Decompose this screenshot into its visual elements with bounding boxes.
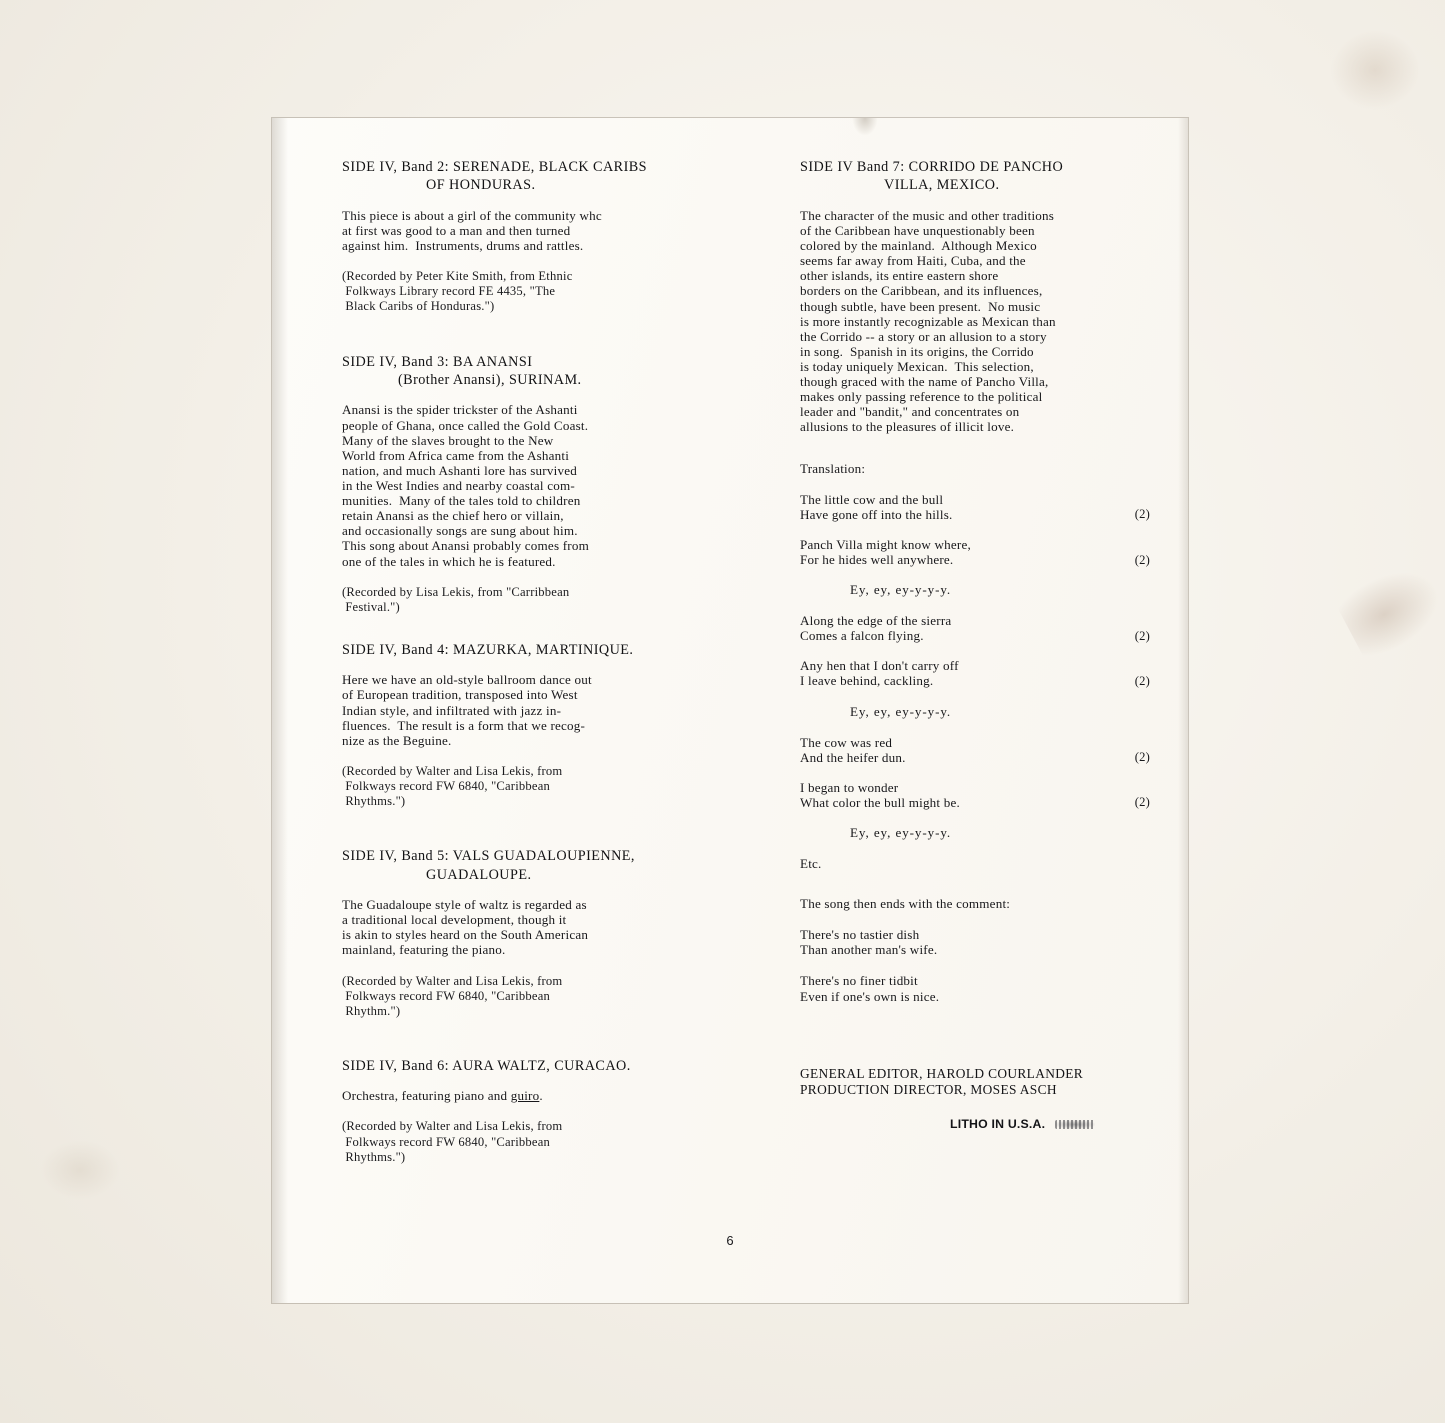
liner-notes-page [272, 118, 1188, 1303]
verse-lines: Etc. [800, 855, 822, 871]
section-body [342, 897, 672, 957]
left-column [342, 158, 672, 1181]
verse-lines [800, 780, 1132, 810]
text-line: There's no tastier dish [800, 927, 920, 943]
spacer [342, 1035, 672, 1057]
text-line: The little cow and the bull [800, 491, 944, 507]
text-line: Folkways record FW 6840, "Caribbean [342, 779, 550, 793]
verse-repeat: (2) [1134, 750, 1150, 765]
page-number: 6 [726, 1233, 734, 1248]
verse-lines [800, 537, 1132, 567]
text-line: The Guadaloupe style of waltz is regarded as [342, 897, 587, 913]
text-line: fluences. The result is a form that we recog- [342, 717, 586, 733]
text-line: borders on the Caribbean, and its influences, [800, 283, 1043, 299]
colophon-credits [800, 1066, 1132, 1100]
heading-line-2: OF HONDURAS. [426, 177, 536, 194]
text-line: though graced with the name of Pancho Villa, [800, 374, 1049, 390]
litho-label: LITHO IN U.S.A. [950, 1117, 1046, 1132]
text-line: in song. Spanish in its origins, the Corrido [800, 343, 1034, 359]
body-text-post: . [539, 1088, 543, 1104]
spacer [800, 886, 1132, 896]
text-line: Rhythms.") [342, 1149, 406, 1164]
text-line: Indian style, and infiltrated with jazz in- [342, 702, 562, 718]
text-line: GENERAL EDITOR, HAROLD COURLANDER [800, 1065, 1084, 1081]
text-line: of European tradition, transposed into West [342, 687, 578, 703]
text-line: Black Caribs of Honduras.") [342, 299, 495, 314]
text-line: (Recorded by Walter and Lisa Lekis, from [342, 1119, 563, 1134]
text-line: at first was good to a man and then turned [342, 223, 571, 239]
litho-line [800, 1117, 1132, 1131]
printer-mark-icon [1055, 1120, 1095, 1129]
spacer [342, 631, 672, 641]
spacer [800, 451, 1132, 461]
text-line: Many of the slaves brought to the New [342, 432, 554, 448]
page-columns [272, 118, 1188, 1303]
section-heading [342, 847, 672, 884]
text-line: The cow was red [800, 734, 893, 750]
text-line: Folkways record FW 6840, "Caribbean [342, 988, 550, 1003]
text-line: And the heifer dun. [800, 749, 906, 765]
text-line: the Corrido -- a story or an allusion to a story [800, 328, 1047, 344]
section-heading [342, 353, 672, 390]
text-line: Folkways Library record FE 4435, "The [342, 284, 556, 299]
verse [800, 779, 1150, 810]
body-text-underlined: guiro [510, 1088, 540, 1104]
section-heading [342, 641, 672, 659]
verse-refrain: Ey, ey, ey-y-y-y. [850, 703, 952, 719]
text-line: This piece is about a girl of the community whc [342, 207, 602, 223]
text-line: Have gone off into the hills. [800, 506, 953, 522]
right-column [800, 158, 1150, 1132]
section-body [342, 1088, 672, 1103]
text-line: retain Anansi as the chief hero or villain, [342, 508, 564, 524]
heading-line-1: SIDE IV, Band 5: VALS GUADALOUPIENNE, [342, 848, 635, 865]
text-line: other islands, its entire eastern shore [800, 268, 999, 284]
text-line: The character of the music and other traditions [800, 207, 1055, 223]
verse-repeat: (2) [1134, 552, 1150, 567]
ending-verse-1 [800, 927, 1132, 957]
ending-intro: The song then ends with the comment: [800, 896, 1011, 912]
text-line: a traditional local development, though it [342, 912, 567, 928]
verse-repeat: (2) [1134, 674, 1150, 688]
section-heading [342, 1057, 672, 1075]
text-line: (Recorded by Peter Kite Smith, from Ethnic [342, 269, 573, 284]
text-line: There's no finer tidbit [800, 973, 918, 989]
text-line: one of the tales in which he is featured. [342, 553, 556, 569]
text-line: This song about Anansi probably comes from [342, 538, 589, 554]
verse-lines [800, 613, 1132, 643]
text-line: For he hides well anywhere. [800, 551, 954, 567]
section-heading-side4-band7 [800, 158, 1132, 195]
verse [800, 536, 1150, 567]
section-credit [342, 764, 672, 809]
text-line: What color the bull might be. [800, 794, 960, 810]
text-line: (Recorded by Lisa Lekis, from "Carribbean [342, 584, 570, 599]
section-side4-band6 [342, 1057, 672, 1165]
section-credit [342, 585, 672, 615]
section-credit [342, 1119, 672, 1164]
verse [800, 734, 1150, 765]
text-line: people of Ghana, once called the Gold Coast. [342, 417, 589, 433]
text-line: is akin to styles heard on the South American [342, 927, 589, 943]
verse [800, 613, 1150, 644]
text-line: (Recorded by Walter and Lisa Lekis, from [342, 763, 563, 778]
verse [800, 658, 1150, 689]
text-line: Along the edge of the sierra [800, 613, 952, 629]
text-line: (Recorded by Walter and Lisa Lekis, from [342, 973, 563, 988]
text-line: allusions to the pleasures of illicit love. [800, 419, 1015, 435]
spacer [342, 825, 672, 847]
verse-lines [800, 735, 1132, 765]
section-credit [342, 974, 672, 1019]
text-line: nize as the Beguine. [342, 732, 452, 748]
text-line: Than another man's wife. [800, 942, 938, 958]
text-line: Panch Villa might know where, [800, 536, 971, 552]
text-line: of the Caribbean have unquestionably been [800, 223, 1035, 239]
text-line: mainland, featuring the piano. [342, 942, 506, 958]
text-line: Folkways record FW 6840, "Caribbean [342, 1134, 550, 1149]
verse-repeat: (2) [1134, 507, 1150, 522]
text-line: colored by the mainland. Although Mexico [800, 238, 1037, 254]
section-side4-band2 [342, 158, 672, 315]
ending-verse-2 [800, 973, 1132, 1003]
text-line: though subtle, have been present. No music [800, 298, 1041, 314]
text-line: Comes a falcon flying. [800, 628, 924, 644]
verse-lines [800, 492, 1132, 522]
section-side4-band5 [342, 847, 672, 1019]
spacer [800, 1020, 1132, 1066]
heading-line-1: SIDE IV, Band 2: SERENADE, BLACK CARIBS [342, 159, 647, 175]
text-line: PRODUCTION DIRECTOR, MOSES ASCH [800, 1082, 1057, 1098]
text-line: against him. Instruments, drums and rattles. [342, 238, 584, 254]
section-credit [342, 269, 672, 314]
text-line: I began to wonder [800, 779, 899, 795]
section-side4-band3 [342, 353, 672, 615]
body-text-pre: Orchestra, featuring piano and [342, 1088, 511, 1104]
section-heading [342, 158, 672, 195]
spacer [342, 331, 672, 353]
section-body [800, 208, 1132, 435]
verse-refrain: Ey, ey, ey-y-y-y. [850, 824, 952, 840]
translation-label: Translation: [800, 460, 866, 476]
text-line: and occasionally songs are sung about him. [342, 523, 578, 539]
heading-line-2: VILLA, MEXICO. [884, 177, 1000, 194]
section-body [342, 208, 672, 253]
section-body [342, 402, 672, 568]
text-line: World from Africa came from the Ashanti [342, 447, 570, 463]
text-line: Anansi is the spider trickster of the Ashanti [342, 402, 578, 418]
text-line: Festival.") [342, 599, 400, 614]
text-line: Rhythms.") [342, 794, 406, 809]
verse-etc [800, 856, 1132, 871]
text-line: nation, and much Ashanti lore has survived [342, 462, 577, 478]
verse-repeat: (2) [1134, 795, 1150, 810]
text-line: munities. Many of the tales told to children [342, 493, 581, 509]
verse [800, 491, 1150, 522]
text-line: leader and "bandit," and concentrates on [800, 404, 1020, 420]
heading-line-1: SIDE IV, Band 4: MAZURKA, MARTINIQUE. [342, 641, 634, 658]
heading-line-1: SIDE IV, Band 6: AURA WALTZ, CURACAO. [342, 1057, 631, 1074]
heading-line-1: SIDE IV, Band 3: BA ANANSI [342, 353, 533, 370]
text-line: makes only passing reference to the political [800, 389, 1043, 405]
section-side4-band4 [342, 641, 672, 809]
text-line: in the West Indies and nearby coastal com- [342, 478, 575, 494]
verse-repeat: (2) [1134, 628, 1150, 643]
text-line: I leave behind, cackling. [800, 673, 934, 689]
section-body [342, 672, 672, 748]
text-line: is more instantly recognizable as Mexican than [800, 313, 1056, 329]
heading-line-2: (Brother Anansi), SURINAM. [398, 372, 582, 389]
heading-line-1: SIDE IV Band 7: CORRIDO DE PANCHO [800, 159, 1064, 175]
text-line: seems far away from Haiti, Cuba, and the [800, 253, 1026, 269]
verse-refrain: Ey, ey, ey-y-y-y. [850, 582, 952, 598]
heading-line-2: GUADALOUPE. [426, 866, 532, 883]
text-line: is today uniquely Mexican. This selection, [800, 359, 1034, 374]
text-line: Any hen that I don't carry off [800, 658, 959, 674]
text-line: Even if one's own is nice. [800, 988, 940, 1004]
text-line: Rhythm.") [342, 1003, 401, 1018]
verse-lines [800, 658, 1132, 688]
text-line: Here we have an old-style ballroom dance out [342, 672, 592, 688]
